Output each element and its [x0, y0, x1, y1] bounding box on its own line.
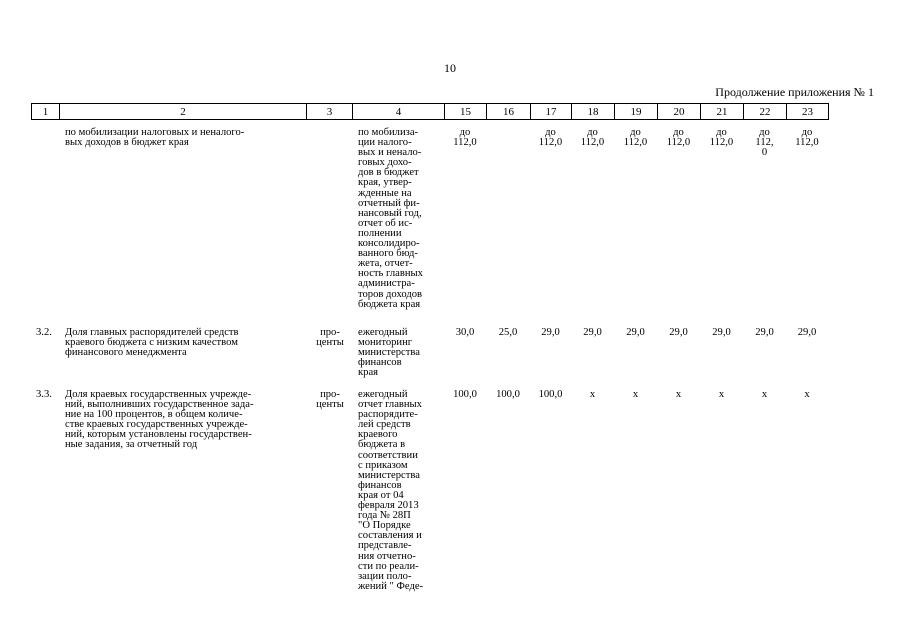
column-header: 3 [307, 104, 353, 120]
value-cell: до 112,0 [709, 127, 734, 149]
column-header: 15 [445, 104, 487, 120]
value-cell: 29,0 [541, 327, 560, 338]
column-header-row [32, 104, 829, 120]
row-number: 3.2. [36, 327, 52, 338]
column-header: 18 [572, 104, 615, 120]
value-cell: х [718, 389, 725, 400]
value-cell: 29,0 [755, 327, 774, 338]
value-cell: х [675, 389, 682, 400]
value-cell: до 112,0 [666, 127, 691, 149]
value-cell: х [632, 389, 639, 400]
column-header: 16 [487, 104, 531, 120]
value-cell: 25,0 [498, 327, 518, 338]
value-cell: 29,0 [712, 327, 731, 338]
unit-cell: про- центы [316, 389, 344, 411]
column-header: 4 [353, 104, 445, 120]
data-source: ежегодный мониторинг министерства финансов края [358, 327, 420, 379]
value-cell: до 112, 0 [755, 127, 774, 159]
value-cell: до 112,0 [623, 127, 648, 149]
column-header: 19 [615, 104, 658, 120]
column-header: 2 [60, 104, 307, 120]
column-header: 1 [32, 104, 60, 120]
indicator-name: Доля краевых государственных учрежде- ний, выполнивших государственное зада- ние на 100 процентов, в общем количе- стве краевых государственных учрежде- ний, которым установлены государствен- ные задания, за отчетный год [65, 389, 254, 451]
value-cell: х [804, 389, 810, 400]
indicator-name: по мобилизации налоговых и неналого- вых доходов в бюджет края [65, 127, 245, 149]
value-cell: 29,0 [797, 327, 817, 338]
column-header: 23 [787, 104, 829, 120]
column-header: 17 [531, 104, 572, 120]
value-cell: 100,0 [496, 389, 520, 400]
page-number: 10 [444, 61, 456, 75]
value-cell: до 112,0 [453, 127, 477, 149]
indicator-name: Доля главных распорядителей средств краевого бюджета с низким качеством финансового менеджмента [65, 327, 239, 359]
continuation-note: Продолжение приложения № 1 [715, 85, 874, 99]
row-number: 3.3. [36, 389, 52, 400]
value-cell: 30,0 [455, 327, 475, 338]
value-cell: 100,0 [453, 389, 477, 400]
value-cell: 29,0 [583, 327, 602, 338]
value-cell: до 112,0 [538, 127, 563, 149]
value-cell: х [761, 389, 768, 400]
value-cell: 29,0 [669, 327, 688, 338]
value-cell: х [589, 389, 596, 400]
data-source: по мобилиза- ции налого- вых и ненало- говых дохо- дов в бюджет края, утвер- жденные на отчетный фи- нансовый год, отчет об ис- полнении консолидиро- ванного бюд- жета, отчет- ность главных администра- торов доходов бюджета края [358, 127, 423, 310]
unit-cell: про- центы [316, 327, 344, 349]
value-cell: до 112,0 [795, 127, 819, 149]
column-header: 21 [701, 104, 744, 120]
value-cell: до 112,0 [580, 127, 605, 149]
data-source: ежегодный отчет главных распорядите- лей средств краевого бюджета в соответствии с приказом министерства финансов края от 04 февраля 2013 года № 28П "О Порядке составления и представле- ния отчетно- сти по реали- зации поло- жений " Феде- [358, 389, 424, 592]
column-header: 20 [658, 104, 701, 120]
column-header-table [31, 103, 829, 120]
value-cell: 29,0 [626, 327, 645, 338]
column-header: 22 [744, 104, 787, 120]
value-cell: 100,0 [538, 389, 563, 400]
